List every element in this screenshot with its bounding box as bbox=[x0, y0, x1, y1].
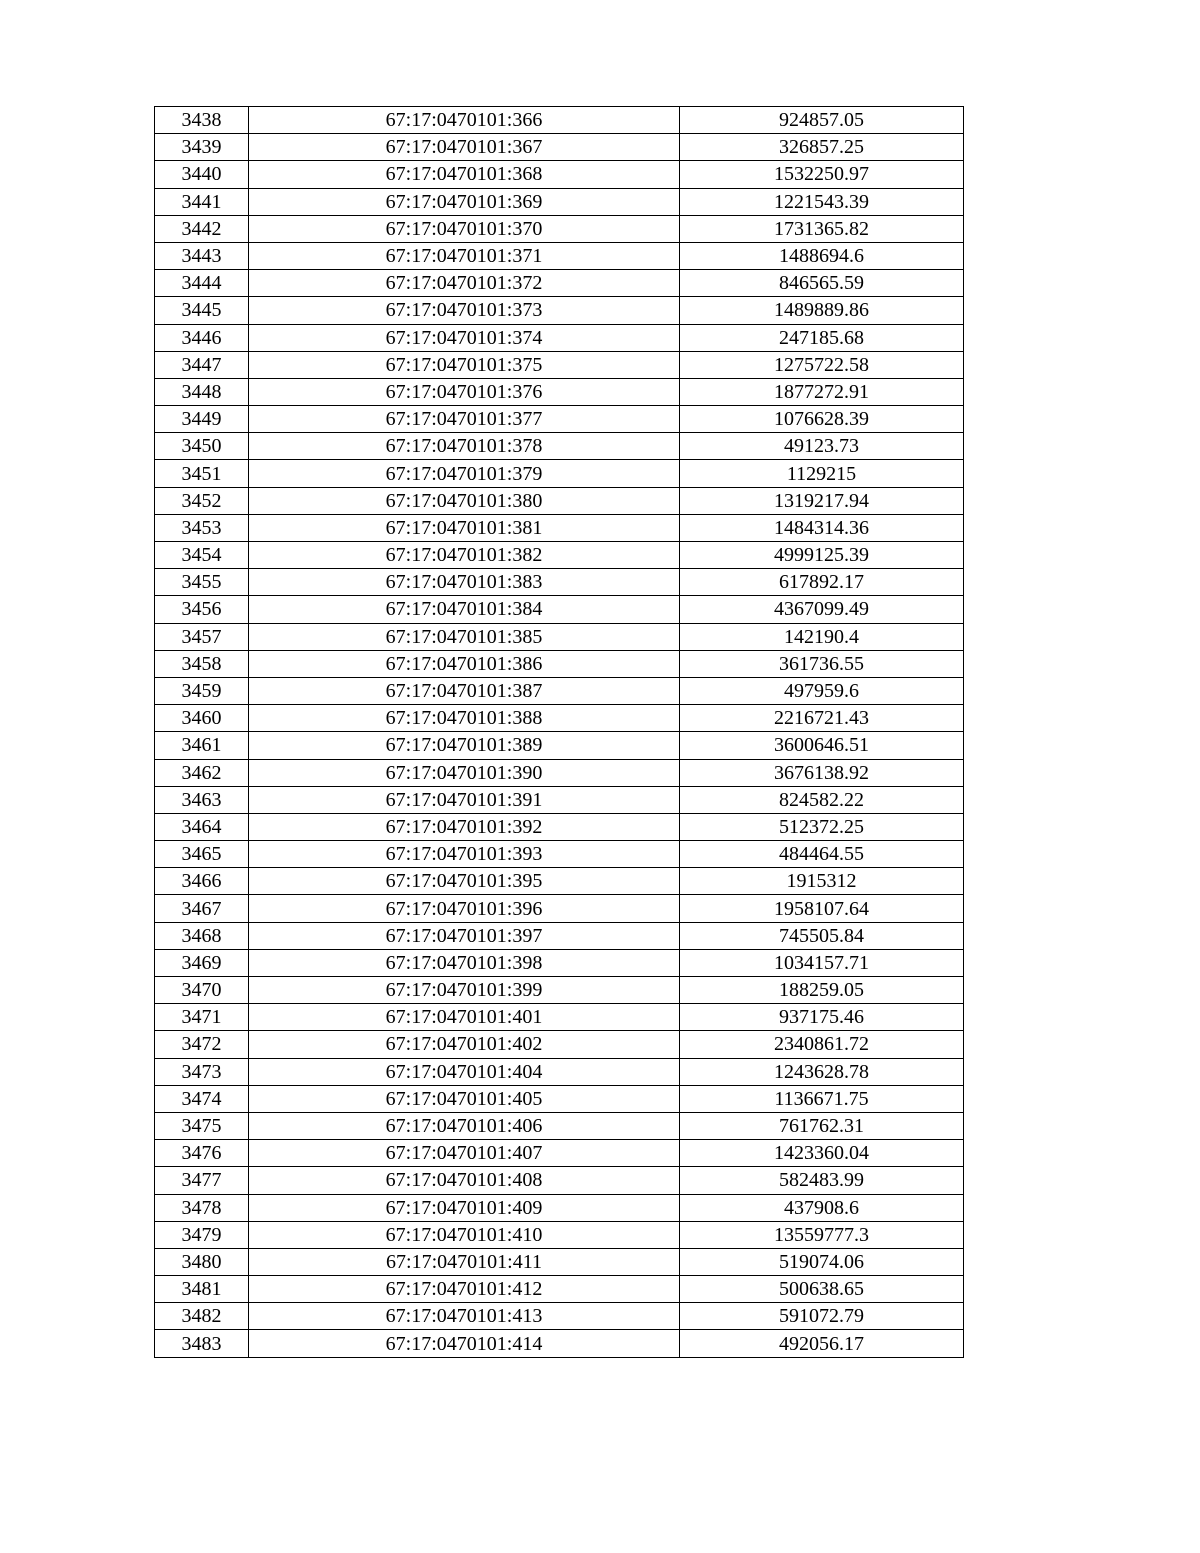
value-cell: 824582.22 bbox=[680, 786, 964, 813]
value-cell: 1489889.86 bbox=[680, 297, 964, 324]
value-cell: 937175.46 bbox=[680, 1004, 964, 1031]
table-row bbox=[155, 406, 964, 433]
table-row bbox=[155, 841, 964, 868]
cadastral-number-cell: 67:17:0470101:388 bbox=[249, 705, 680, 732]
row-number-cell: 3449 bbox=[155, 406, 249, 433]
row-number-cell: 3466 bbox=[155, 868, 249, 895]
value-cell: 1915312 bbox=[680, 868, 964, 895]
value-cell: 1076628.39 bbox=[680, 406, 964, 433]
cadastral-number-cell: 67:17:0470101:381 bbox=[249, 514, 680, 541]
value-cell: 1275722.58 bbox=[680, 351, 964, 378]
table-row bbox=[155, 977, 964, 1004]
row-number-cell: 3456 bbox=[155, 596, 249, 623]
value-cell: 1136671.75 bbox=[680, 1085, 964, 1112]
table-row bbox=[155, 1112, 964, 1139]
table-row bbox=[155, 813, 964, 840]
cadastral-number-cell: 67:17:0470101:393 bbox=[249, 841, 680, 868]
cadastral-number-cell: 67:17:0470101:377 bbox=[249, 406, 680, 433]
table-row bbox=[155, 242, 964, 269]
cadastral-number-cell: 67:17:0470101:405 bbox=[249, 1085, 680, 1112]
value-cell: 188259.05 bbox=[680, 977, 964, 1004]
value-cell: 2216721.43 bbox=[680, 705, 964, 732]
value-cell: 1877272.91 bbox=[680, 378, 964, 405]
value-cell: 247185.68 bbox=[680, 324, 964, 351]
table-row bbox=[155, 623, 964, 650]
row-number-cell: 3441 bbox=[155, 188, 249, 215]
value-cell: 4367099.49 bbox=[680, 596, 964, 623]
table-row bbox=[155, 1194, 964, 1221]
cadastral-number-cell: 67:17:0470101:375 bbox=[249, 351, 680, 378]
row-number-cell: 3475 bbox=[155, 1112, 249, 1139]
table-row bbox=[155, 949, 964, 976]
table-row bbox=[155, 1004, 964, 1031]
value-cell: 846565.59 bbox=[680, 270, 964, 297]
value-cell: 591072.79 bbox=[680, 1303, 964, 1330]
value-cell: 1243628.78 bbox=[680, 1058, 964, 1085]
row-number-cell: 3438 bbox=[155, 107, 249, 134]
cadastral-number-cell: 67:17:0470101:368 bbox=[249, 161, 680, 188]
table-row bbox=[155, 542, 964, 569]
cadastral-number-cell: 67:17:0470101:398 bbox=[249, 949, 680, 976]
table-row bbox=[155, 514, 964, 541]
value-cell: 497959.6 bbox=[680, 677, 964, 704]
table-row bbox=[155, 1330, 964, 1357]
row-number-cell: 3468 bbox=[155, 922, 249, 949]
row-number-cell: 3457 bbox=[155, 623, 249, 650]
table-row bbox=[155, 650, 964, 677]
table-row bbox=[155, 895, 964, 922]
table-row bbox=[155, 378, 964, 405]
cadastral-number-cell: 67:17:0470101:371 bbox=[249, 242, 680, 269]
cadastral-number-cell: 67:17:0470101:399 bbox=[249, 977, 680, 1004]
value-cell: 761762.31 bbox=[680, 1112, 964, 1139]
row-number-cell: 3452 bbox=[155, 487, 249, 514]
cadastral-number-cell: 67:17:0470101:414 bbox=[249, 1330, 680, 1357]
table-row bbox=[155, 188, 964, 215]
row-number-cell: 3453 bbox=[155, 514, 249, 541]
table-row bbox=[155, 786, 964, 813]
value-cell: 361736.55 bbox=[680, 650, 964, 677]
table-row bbox=[155, 1085, 964, 1112]
value-cell: 3600646.51 bbox=[680, 732, 964, 759]
table-row bbox=[155, 1058, 964, 1085]
cadastral-number-cell: 67:17:0470101:385 bbox=[249, 623, 680, 650]
cadastral-number-cell: 67:17:0470101:402 bbox=[249, 1031, 680, 1058]
table-row bbox=[155, 1221, 964, 1248]
row-number-cell: 3482 bbox=[155, 1303, 249, 1330]
cadastral-number-cell: 67:17:0470101:407 bbox=[249, 1140, 680, 1167]
value-cell: 519074.06 bbox=[680, 1248, 964, 1275]
row-number-cell: 3450 bbox=[155, 433, 249, 460]
cadastral-number-cell: 67:17:0470101:383 bbox=[249, 569, 680, 596]
row-number-cell: 3443 bbox=[155, 242, 249, 269]
row-number-cell: 3462 bbox=[155, 759, 249, 786]
table-row bbox=[155, 596, 964, 623]
value-cell: 142190.4 bbox=[680, 623, 964, 650]
row-number-cell: 3451 bbox=[155, 460, 249, 487]
cadastral-number-cell: 67:17:0470101:404 bbox=[249, 1058, 680, 1085]
cadastral-number-cell: 67:17:0470101:376 bbox=[249, 378, 680, 405]
row-number-cell: 3478 bbox=[155, 1194, 249, 1221]
value-cell: 437908.6 bbox=[680, 1194, 964, 1221]
row-number-cell: 3476 bbox=[155, 1140, 249, 1167]
cadastral-number-cell: 67:17:0470101:410 bbox=[249, 1221, 680, 1248]
row-number-cell: 3473 bbox=[155, 1058, 249, 1085]
row-number-cell: 3458 bbox=[155, 650, 249, 677]
row-number-cell: 3479 bbox=[155, 1221, 249, 1248]
cadastral-number-cell: 67:17:0470101:369 bbox=[249, 188, 680, 215]
cadastral-number-cell: 67:17:0470101:378 bbox=[249, 433, 680, 460]
table-row bbox=[155, 270, 964, 297]
table-row bbox=[155, 1167, 964, 1194]
value-cell: 2340861.72 bbox=[680, 1031, 964, 1058]
value-cell: 4999125.39 bbox=[680, 542, 964, 569]
table-row bbox=[155, 107, 964, 134]
row-number-cell: 3440 bbox=[155, 161, 249, 188]
row-number-cell: 3465 bbox=[155, 841, 249, 868]
row-number-cell: 3463 bbox=[155, 786, 249, 813]
row-number-cell: 3454 bbox=[155, 542, 249, 569]
value-cell: 484464.55 bbox=[680, 841, 964, 868]
value-cell: 1034157.71 bbox=[680, 949, 964, 976]
table-row bbox=[155, 215, 964, 242]
cadastral-number-cell: 67:17:0470101:387 bbox=[249, 677, 680, 704]
cadastral-number-cell: 67:17:0470101:367 bbox=[249, 134, 680, 161]
table-row bbox=[155, 1276, 964, 1303]
value-cell: 745505.84 bbox=[680, 922, 964, 949]
row-number-cell: 3461 bbox=[155, 732, 249, 759]
row-number-cell: 3447 bbox=[155, 351, 249, 378]
cadastral-number-cell: 67:17:0470101:384 bbox=[249, 596, 680, 623]
table-row bbox=[155, 134, 964, 161]
cadastral-number-cell: 67:17:0470101:370 bbox=[249, 215, 680, 242]
value-cell: 1488694.6 bbox=[680, 242, 964, 269]
table-row bbox=[155, 759, 964, 786]
row-number-cell: 3448 bbox=[155, 378, 249, 405]
table-row bbox=[155, 487, 964, 514]
table-row bbox=[155, 1140, 964, 1167]
row-number-cell: 3470 bbox=[155, 977, 249, 1004]
row-number-cell: 3446 bbox=[155, 324, 249, 351]
value-cell: 1423360.04 bbox=[680, 1140, 964, 1167]
value-cell: 924857.05 bbox=[680, 107, 964, 134]
cadastral-number-cell: 67:17:0470101:392 bbox=[249, 813, 680, 840]
table-row bbox=[155, 1248, 964, 1275]
row-number-cell: 3445 bbox=[155, 297, 249, 324]
table-row bbox=[155, 460, 964, 487]
table-row bbox=[155, 324, 964, 351]
cadastral-number-cell: 67:17:0470101:397 bbox=[249, 922, 680, 949]
cadastral-number-cell: 67:17:0470101:408 bbox=[249, 1167, 680, 1194]
table-row bbox=[155, 705, 964, 732]
cadastral-number-cell: 67:17:0470101:374 bbox=[249, 324, 680, 351]
value-cell: 492056.17 bbox=[680, 1330, 964, 1357]
cadastral-number-cell: 67:17:0470101:395 bbox=[249, 868, 680, 895]
table-row bbox=[155, 732, 964, 759]
table-row bbox=[155, 433, 964, 460]
row-number-cell: 3472 bbox=[155, 1031, 249, 1058]
row-number-cell: 3460 bbox=[155, 705, 249, 732]
cadastral-number-cell: 67:17:0470101:409 bbox=[249, 1194, 680, 1221]
row-number-cell: 3469 bbox=[155, 949, 249, 976]
row-number-cell: 3439 bbox=[155, 134, 249, 161]
table-row bbox=[155, 677, 964, 704]
value-cell: 1731365.82 bbox=[680, 215, 964, 242]
table-row bbox=[155, 1303, 964, 1330]
table-row bbox=[155, 569, 964, 596]
row-number-cell: 3474 bbox=[155, 1085, 249, 1112]
value-cell: 1484314.36 bbox=[680, 514, 964, 541]
row-number-cell: 3455 bbox=[155, 569, 249, 596]
value-cell: 1532250.97 bbox=[680, 161, 964, 188]
row-number-cell: 3442 bbox=[155, 215, 249, 242]
table-row bbox=[155, 297, 964, 324]
cadastral-number-cell: 67:17:0470101:401 bbox=[249, 1004, 680, 1031]
cadastral-number-cell: 67:17:0470101:380 bbox=[249, 487, 680, 514]
value-cell: 1958107.64 bbox=[680, 895, 964, 922]
row-number-cell: 3471 bbox=[155, 1004, 249, 1031]
cadastral-number-cell: 67:17:0470101:406 bbox=[249, 1112, 680, 1139]
value-cell: 13559777.3 bbox=[680, 1221, 964, 1248]
value-cell: 1221543.39 bbox=[680, 188, 964, 215]
cadastral-number-cell: 67:17:0470101:411 bbox=[249, 1248, 680, 1275]
row-number-cell: 3477 bbox=[155, 1167, 249, 1194]
cadastral-number-cell: 67:17:0470101:389 bbox=[249, 732, 680, 759]
value-cell: 512372.25 bbox=[680, 813, 964, 840]
table-body bbox=[155, 107, 964, 1358]
cadastral-number-cell: 67:17:0470101:379 bbox=[249, 460, 680, 487]
row-number-cell: 3467 bbox=[155, 895, 249, 922]
row-number-cell: 3444 bbox=[155, 270, 249, 297]
table-row bbox=[155, 1031, 964, 1058]
value-cell: 49123.73 bbox=[680, 433, 964, 460]
cadastral-number-cell: 67:17:0470101:366 bbox=[249, 107, 680, 134]
value-cell: 582483.99 bbox=[680, 1167, 964, 1194]
table-row bbox=[155, 922, 964, 949]
cadastral-number-cell: 67:17:0470101:390 bbox=[249, 759, 680, 786]
cadastral-number-cell: 67:17:0470101:373 bbox=[249, 297, 680, 324]
table-row bbox=[155, 868, 964, 895]
cadastral-number-cell: 67:17:0470101:382 bbox=[249, 542, 680, 569]
row-number-cell: 3464 bbox=[155, 813, 249, 840]
row-number-cell: 3459 bbox=[155, 677, 249, 704]
table-row bbox=[155, 351, 964, 378]
value-cell: 1319217.94 bbox=[680, 487, 964, 514]
value-cell: 3676138.92 bbox=[680, 759, 964, 786]
table-row bbox=[155, 161, 964, 188]
cadastral-number-cell: 67:17:0470101:413 bbox=[249, 1303, 680, 1330]
value-cell: 500638.65 bbox=[680, 1276, 964, 1303]
value-cell: 326857.25 bbox=[680, 134, 964, 161]
cadastral-number-cell: 67:17:0470101:391 bbox=[249, 786, 680, 813]
cadastral-number-cell: 67:17:0470101:386 bbox=[249, 650, 680, 677]
row-number-cell: 3483 bbox=[155, 1330, 249, 1357]
value-cell: 617892.17 bbox=[680, 569, 964, 596]
value-cell: 1129215 bbox=[680, 460, 964, 487]
cadastral-number-cell: 67:17:0470101:372 bbox=[249, 270, 680, 297]
row-number-cell: 3481 bbox=[155, 1276, 249, 1303]
data-table bbox=[154, 106, 964, 1358]
cadastral-number-cell: 67:17:0470101:396 bbox=[249, 895, 680, 922]
row-number-cell: 3480 bbox=[155, 1248, 249, 1275]
cadastral-number-cell: 67:17:0470101:412 bbox=[249, 1276, 680, 1303]
